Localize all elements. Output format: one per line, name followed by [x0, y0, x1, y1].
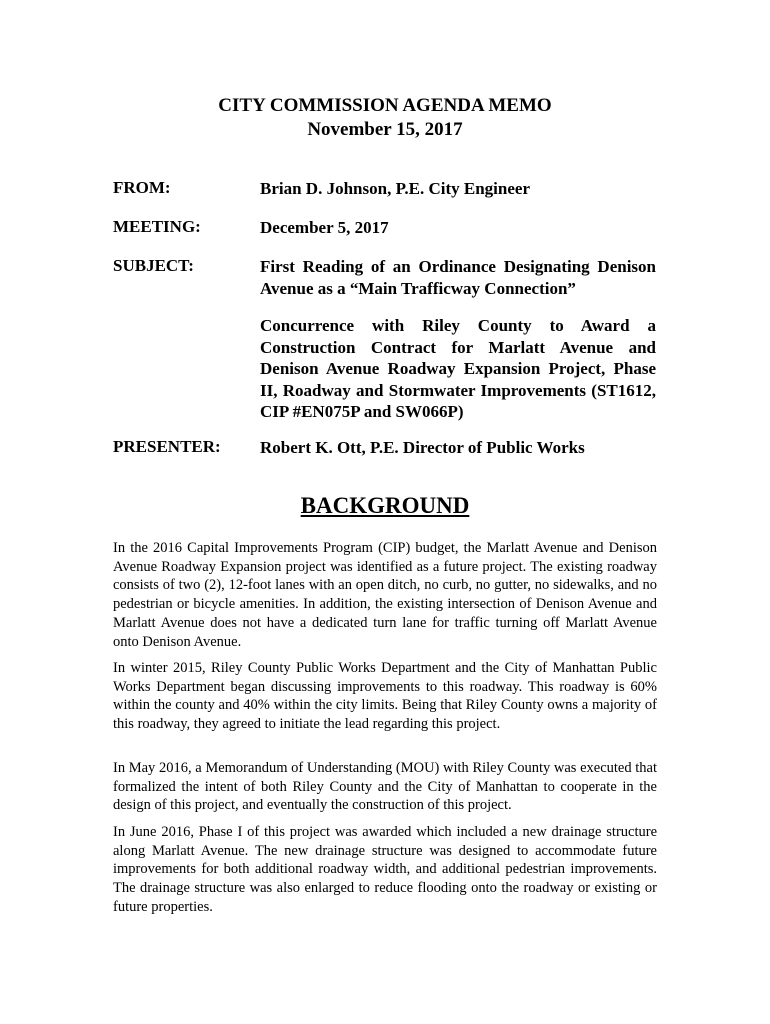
subject-value-ordinance: First Reading of an Ordinance Designating Denison Avenue as a “Main Trafficway Connection” [260, 257, 656, 298]
meeting-value: December 5, 2017 [260, 218, 389, 237]
background-paragraph-2: In winter 2015, Riley County Public Works Department and the City of Manhattan Public Works Department began discussing improvements to this roadway. This roadway is 60% within the county and 40% within the city limits. Being that Riley County owns a majority of this roadway, they agreed to initiate the lead regarding this project. [113, 660, 657, 733]
background-heading: BACKGROUND [300, 493, 470, 518]
meeting-label: MEETING: [113, 217, 201, 236]
from-label: FROM: [113, 178, 171, 197]
background-paragraph-4: In June 2016, Phase I of this project was awarded which included a new drainage structure along Marlatt Avenue. The new drainage structure was designed to accommodate future improvements for both additional roadway width, and additional pedestrian improvements. The drainage structure was also enlarged to reduce flooding onto the roadway or existing or future properties. [113, 824, 657, 915]
presenter-label: PRESENTER: [113, 437, 221, 456]
memo-date: November 15, 2017 [307, 119, 463, 140]
memo-title: CITY COMMISSION AGENDA MEMO [218, 95, 552, 116]
background-paragraph-1: In the 2016 Capital Improvements Program (CIP) budget, the Marlatt Avenue and Denison Avenue Roadway Expansion project was identified as a future project. The existing roadway consists of two (2), 12-foot lanes with an open ditch, no curb, no gutter, no sidewalks, and no pedestrian or bicycle amenities. In addition, the existing intersection of Denison Avenue and Marlatt Avenue does not have a dedicated turn lane for traffic turning off Marlatt Avenue onto Denison Avenue. [113, 540, 657, 650]
background-paragraph-3: In May 2016, a Memorandum of Understanding (MOU) with Riley County was executed that formalized the intent of both Riley County and the City of Manhattan to cooperate in the design of this project, and eventually the construction of this project. [113, 760, 657, 814]
presenter-value: Robert K. Ott, P.E. Director of Public Works [260, 438, 585, 457]
subject-value-contract: Concurrence with Riley County to Award a Construction Contract for Marlatt Avenue and Denison Avenue Roadway Expansion Project, Phase II, Roadway and Stormwater Improvements (ST1612, CIP #EN075P and SW066P) [260, 316, 656, 421]
from-value: Brian D. Johnson, P.E. City Engineer [260, 179, 530, 198]
subject-label: SUBJECT: [113, 256, 194, 275]
